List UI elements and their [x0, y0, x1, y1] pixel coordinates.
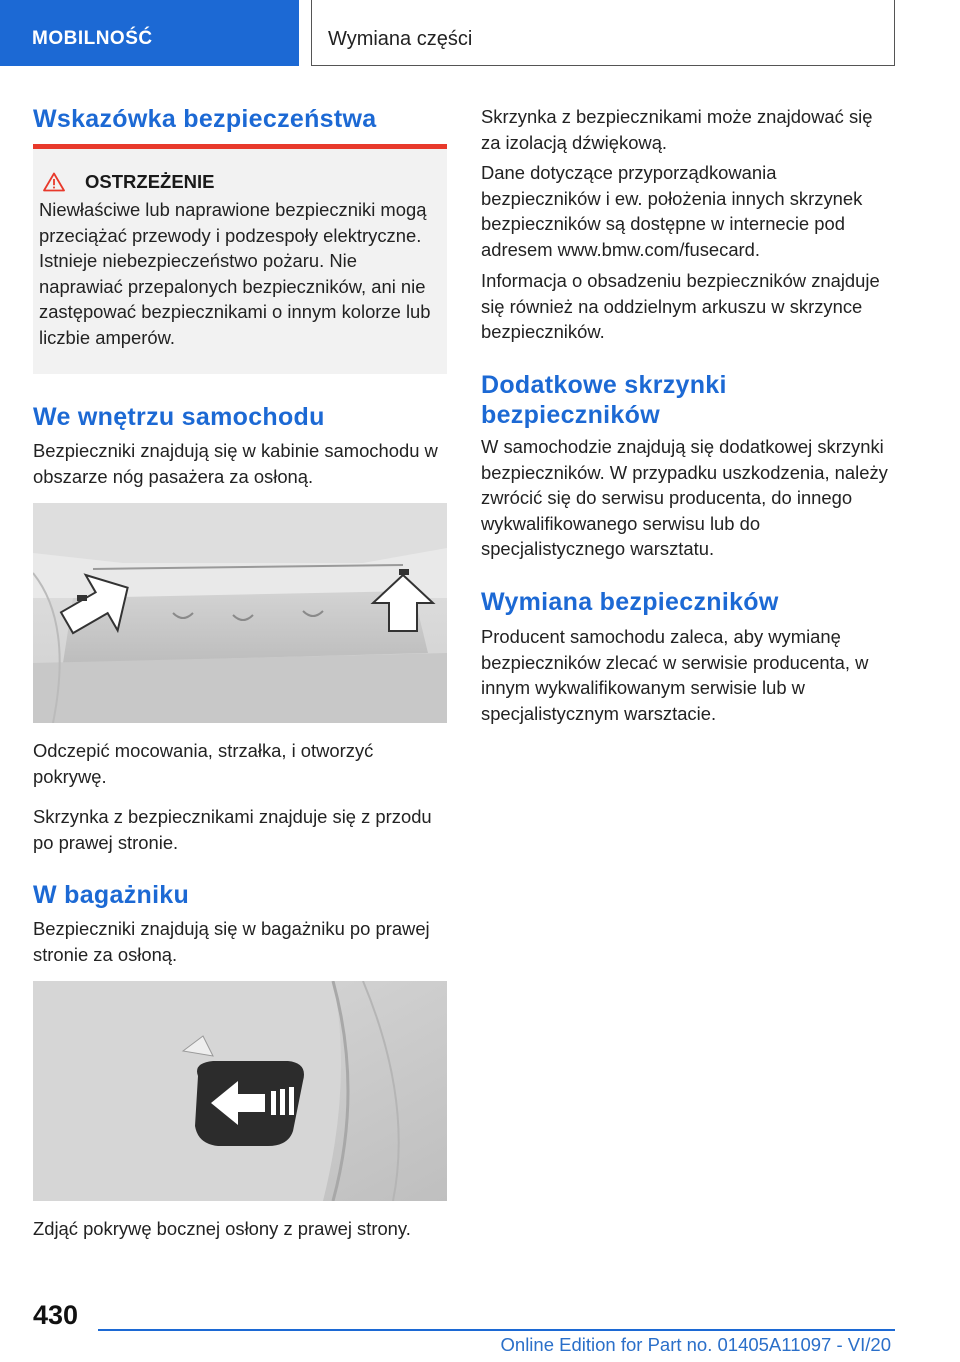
paragraph-fusecard: Dane dotyczące przyporządkowania bezpieczników i ew. położenia innych skrzynek bezpieczników są dostępne w internecie pod adresem www.bmw.com/fusecard.: [481, 162, 863, 260]
header-chapter-title: Wymiana części: [311, 0, 895, 66]
footer-divider: [98, 1329, 895, 1331]
photo-trunk-side-cover: [33, 981, 447, 1201]
paragraph-interior: Bezpieczniki znajdują się w kabinie samochodu w obszarze nóg pasażera za osłoną.: [33, 440, 438, 487]
header-section-label: MOBILNOŚĆ: [0, 0, 299, 66]
caption-remove-side-cover: Zdjąć pokrywę bocznej osłony z prawej strony.: [33, 1218, 411, 1239]
warning-triangle-icon: [43, 172, 65, 192]
heading-additional-fuseboxes: Dodatkowe skrzynki bezpieczników: [481, 371, 727, 429]
page-number: 430: [33, 1300, 79, 1330]
heading-trunk: W bagażniku: [33, 881, 190, 909]
photo-footwell-cover: [33, 503, 447, 723]
warning-text: Niewłaściwe lub naprawione bezpieczniki mogą przeciążać przewody i podzespoły elektryczne. Istnieje niebezpieczeństwo pożaru. Nie naprawiać przepalonych bezpieczników, ani nie zastępować bezpiecznikami o innym kolorze lub liczbie amperów.: [39, 199, 431, 348]
heading-replace-fuses: Wymiana bezpieczników: [481, 588, 779, 616]
footer-edition: Online Edition for Part no. 01405A11097 - VI/20: [500, 1334, 891, 1355]
warning-label: OSTRZEŻENIE: [85, 171, 215, 192]
paragraph-additional-fuseboxes: W samochodzie znajdują się dodatkowej skrzynki bezpieczników. W przypadku uszkodzenia, należy zwrócić się do serwisu producenta, do innego wykwalifikowanego serwisu lub do specjalistycznego warsztatu.: [481, 436, 888, 559]
paragraph-fusebox-location: Skrzynka z bezpiecznikami znajduje się z przodu po prawej stronie.: [33, 806, 432, 853]
warning-box: [33, 144, 447, 374]
paragraph-assignment-sheet: Informacja o obsadzeniu bezpieczników znajduje się również na oddzielnym arkuszu w skrzynce bezpieczników.: [481, 270, 880, 342]
paragraph-trunk: Bezpieczniki znajdują się w bagażniku po prawej stronie za osłoną.: [33, 918, 430, 965]
heading-safety: Wskazówka bezpieczeństwa: [33, 105, 377, 133]
warning-header: [43, 171, 437, 193]
heading-interior: We wnętrzu samochodu: [33, 403, 325, 431]
paragraph-sound-insulation: Skrzynka z bezpiecznikami może znajdować się za izolacją dźwiękową.: [481, 106, 873, 153]
paragraph-replace-fuses: Producent samochodu zaleca, aby wymianę bezpieczników zlecać w serwisie producenta, w innym wykwalifikowanym serwisie lub w specjalistycznym warsztacie.: [481, 626, 869, 724]
caption-open-cover: Odczepić mocowania, strzałka, i otworzyć pokrywę.: [33, 740, 374, 787]
